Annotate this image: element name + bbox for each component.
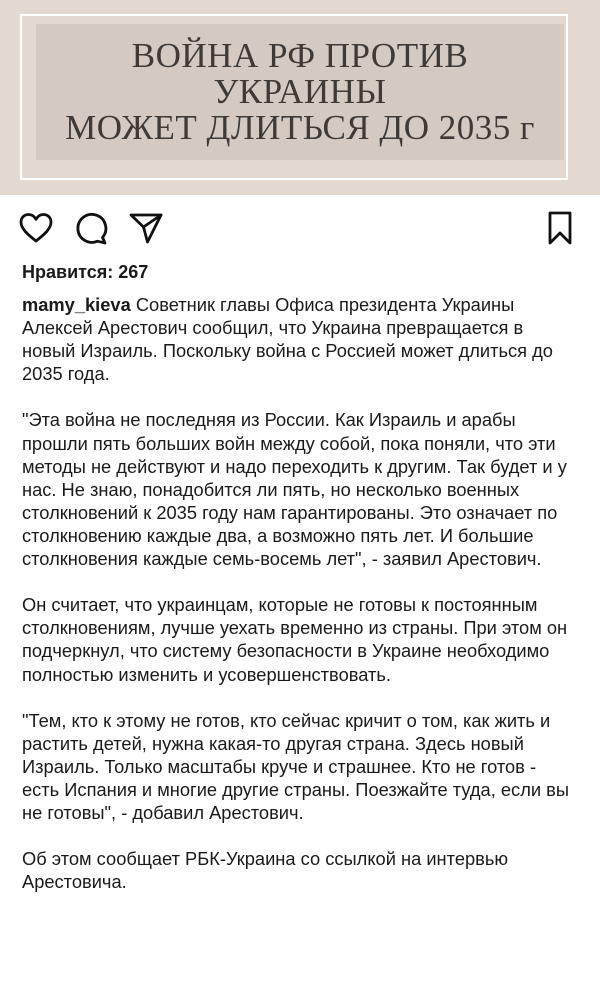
post-author-username[interactable]: mamy_kieva xyxy=(22,294,131,315)
caption-paragraph-source: Об этом сообщает РБК-Украина со ссылкой на интервью Арестовича. xyxy=(22,848,509,893)
post-image-headline-line1: ВОЙНА РФ ПРОТИВ xyxy=(131,36,469,75)
heart-icon[interactable] xyxy=(18,210,54,246)
post-image-card xyxy=(36,24,564,160)
post-image xyxy=(0,0,600,195)
caption-intro-text: Советник главы Офиса президента Украины Алексей Арестович сообщил, что Украина превращается в новый Израиль. Поскольку война с Россией может длиться до 2035 года. xyxy=(22,294,553,385)
paper-plane-icon[interactable] xyxy=(128,210,164,246)
bookmark-icon[interactable] xyxy=(542,210,578,246)
comment-bubble-icon[interactable] xyxy=(73,210,109,246)
caption-paragraph-quote-1: "Эта война не последняя из России. Как Израиль и арабы прошли пять больших войн между собой, пока поняли, что эти методы не действуют и надо переходить к другим. Так будет и у нас. Не знаю, понадобится ли пять, но несколько военных столкновений к 2035 году нам гарантированы. Это означает по столкновению каждые два, а возможно пять лет. И большие столкновения каждые семь-восемь лет", - заявил Арестович. xyxy=(22,409,567,570)
post-image-headline-line3: МОЖЕТ ДЛИТЬСЯ ДО 2035 г xyxy=(65,108,535,147)
post-caption xyxy=(22,293,578,917)
caption-paragraph-2: Он считает, что украинцам, которые не готовы к постоянным столкновениям, лучше уехать временно из страны. При этом он подчеркнул, что систему безопасности в Украине необходимо полностью изменить и усовершенствовать. xyxy=(22,594,568,685)
caption-paragraph xyxy=(22,293,578,385)
likes-count[interactable]: Нравится: 267 xyxy=(22,262,149,282)
post-image-headline-line2: УКРАИНЫ xyxy=(213,72,387,111)
post-action-bar xyxy=(18,210,580,248)
caption-paragraph-quote-2: "Тем, кто к этому не готов, кто сейчас кричит о том, как жить и растить детей, нужна какая-то другая страна. Здесь новый Израиль. Только масштабы круче и страшнее. Кто не готов - есть Испания и многие другие страны. Поезжайте туда, если вы не готовы", - добавил Арестович. xyxy=(22,709,569,824)
